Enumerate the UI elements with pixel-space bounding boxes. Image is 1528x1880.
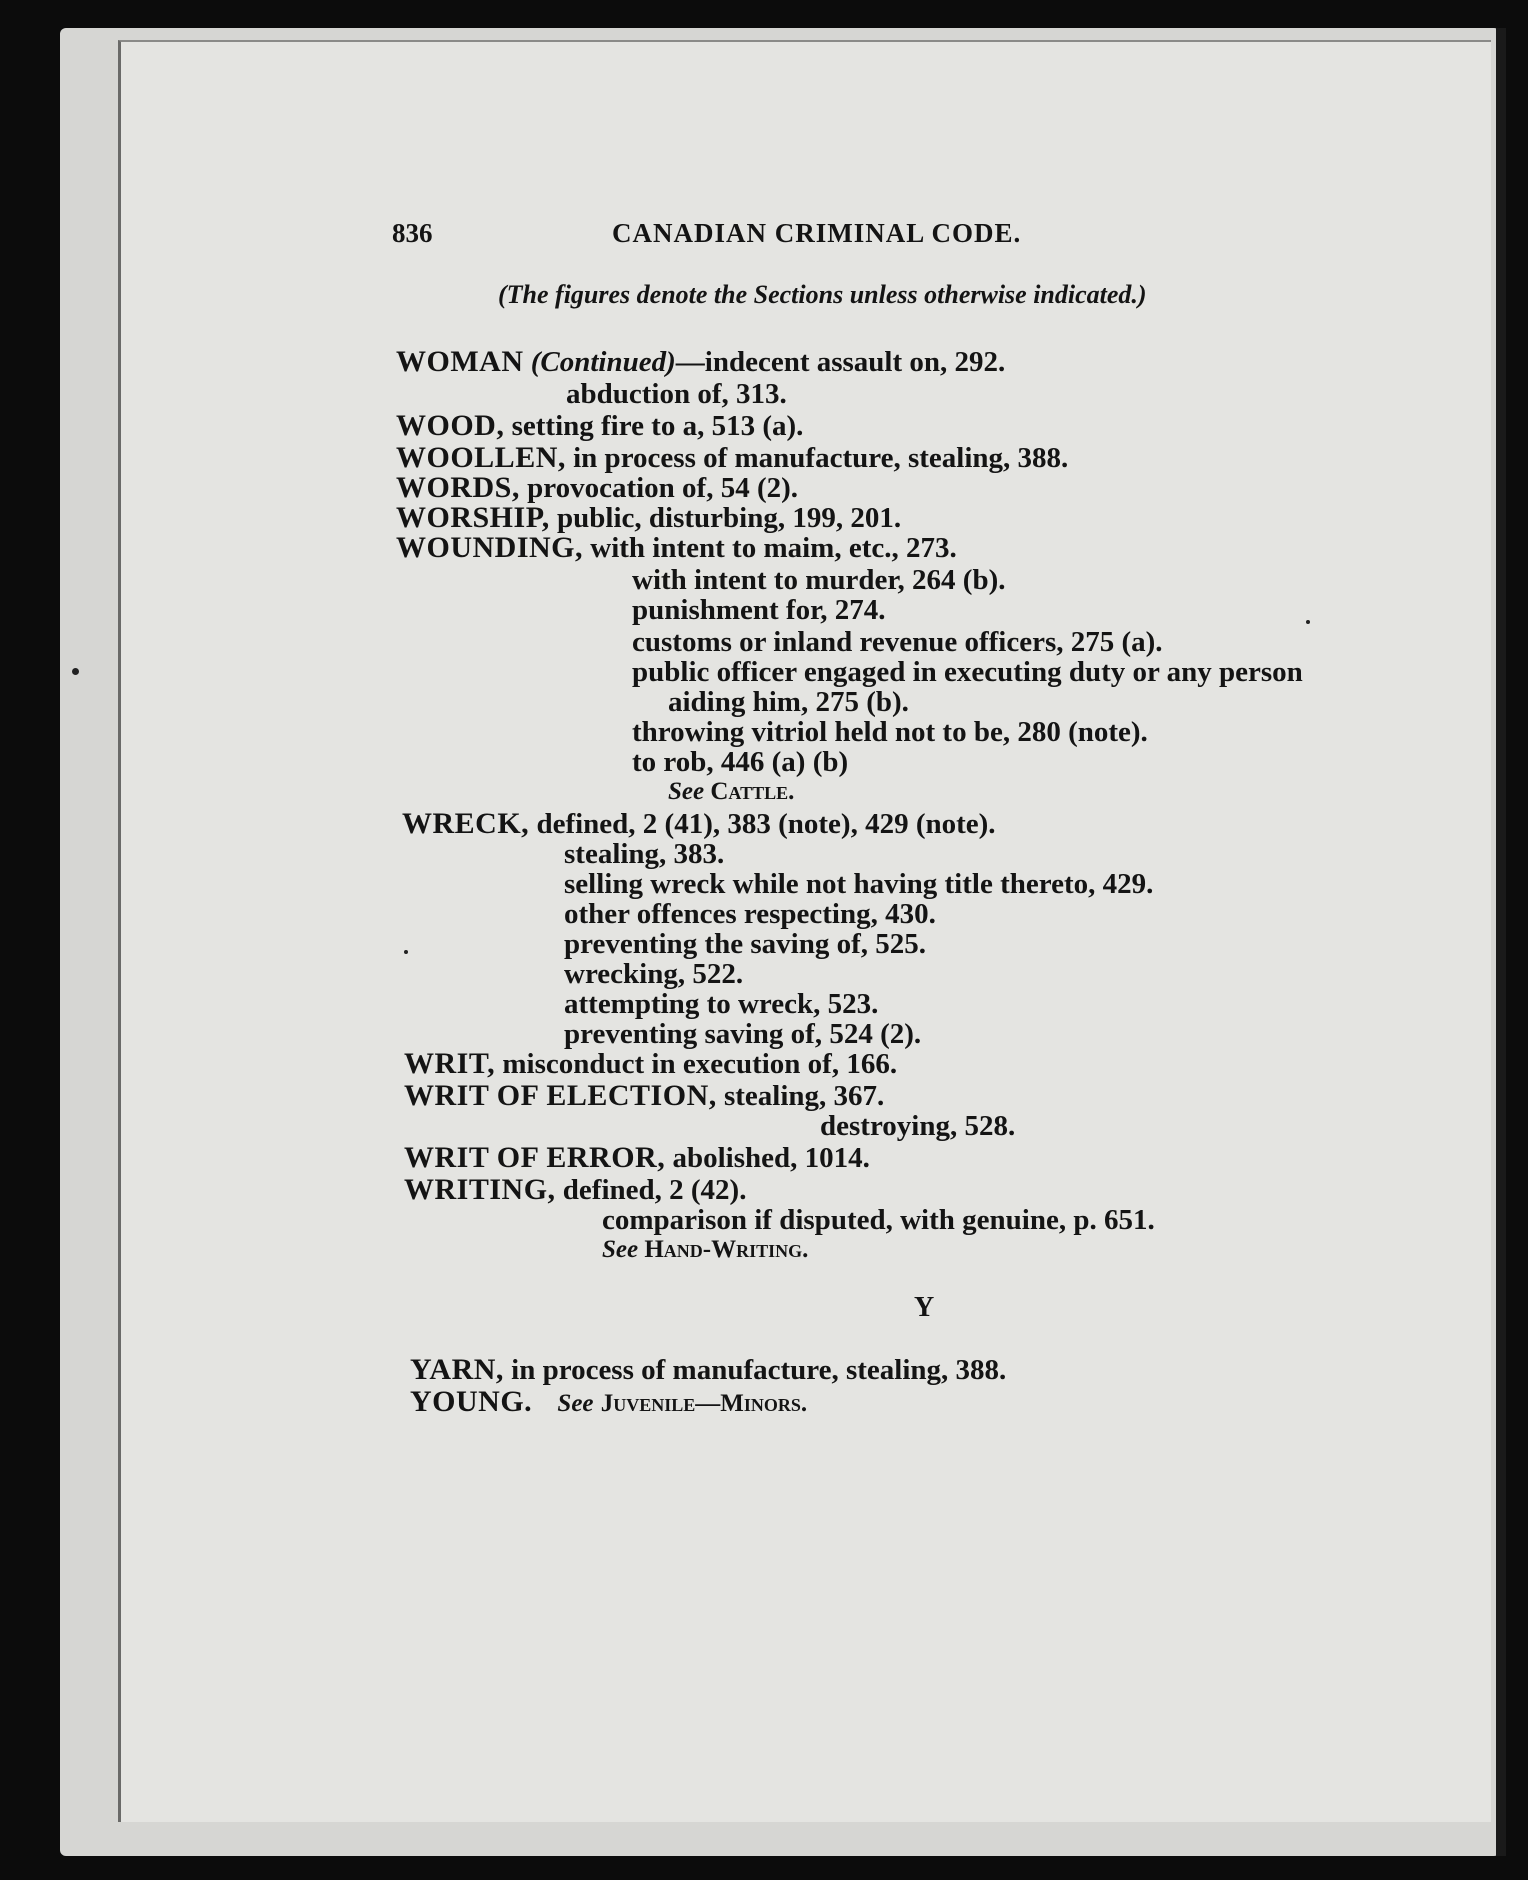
entry-text: wrecking, 522. (564, 958, 744, 990)
entry-heading: WORSHIP, (396, 501, 550, 534)
entry-text: misconduct in execution of, 166. (502, 1048, 898, 1080)
entry-heading: WRIT OF ELECTION, (404, 1079, 717, 1112)
entry-heading: YOUNG. (410, 1385, 533, 1418)
entry-text: comparison if disputed, with genuine, p. 651. (602, 1204, 1155, 1236)
index-line (566, 378, 787, 410)
entry-text: —indecent assault on, 292. (675, 346, 1006, 378)
entry-text: stealing, 383. (564, 838, 725, 870)
entry-text: abolished, 1014. (672, 1142, 870, 1174)
index-line (564, 898, 936, 930)
index-line (632, 626, 1163, 658)
entry-heading: WOUNDING, (396, 531, 584, 564)
index-line (404, 1080, 884, 1112)
index-line (396, 472, 798, 504)
index-line (396, 410, 803, 442)
index-line (404, 1174, 746, 1206)
index-line (564, 958, 743, 990)
entry-text: preventing saving of, 524 (2). (564, 1018, 922, 1050)
entry-heading: WOOLLEN, (396, 441, 566, 474)
index-line (820, 1110, 1015, 1142)
index-line (564, 988, 878, 1020)
index-line (396, 502, 901, 534)
index-line (396, 346, 1005, 378)
entry-text: aiding him, 275 (b). (668, 686, 909, 718)
see-label: See (557, 1390, 594, 1417)
entry-text: provocation of, 54 (2). (527, 472, 799, 504)
entry-text: abduction of, 313. (566, 378, 787, 410)
entry-text: in process of manufacture, stealing, 388. (573, 442, 1069, 474)
entry-text: to rob, 446 (a) (b) (632, 746, 849, 778)
running-title: CANADIAN CRIMINAL CODE. (612, 218, 1022, 248)
index-line (632, 564, 1006, 596)
index-line (404, 1142, 870, 1174)
entry-text: public, disturbing, 199, 201. (557, 502, 902, 534)
index-line (564, 1018, 921, 1050)
see-label: See (602, 1236, 639, 1263)
index-line (396, 442, 1068, 474)
entry-text: punishment for, 274. (632, 594, 886, 626)
entry-text: with intent to murder, 264 (b). (632, 564, 1006, 596)
entry-heading: WORDS, (396, 471, 520, 504)
entry-text: throwing vitriol held not to be, 280 (note). (632, 716, 1148, 748)
entry-qualifier: (Continued) (530, 346, 676, 378)
index-line (602, 1234, 808, 1266)
section-note: (The figures denote the Sections unless otherwise indicated.) (498, 280, 1147, 309)
entry-text: defined, 2 (41), 383 (note), 429 (note). (536, 808, 996, 840)
entry-text: customs or inland revenue officers, 275 (a). (632, 626, 1163, 658)
cross-reference: Cattle. (710, 778, 795, 805)
entry-text: other offences respecting, 430. (564, 898, 936, 930)
entry-text: stealing, 367. (723, 1080, 885, 1112)
page-number: 836 (392, 218, 433, 248)
entry-heading: WOMAN (396, 345, 524, 378)
entry-text: defined, 2 (42). (562, 1174, 747, 1206)
index-line (396, 532, 957, 564)
index-line (632, 656, 1303, 688)
entry-heading: YARN, (410, 1353, 504, 1386)
entry-text: with intent to maim, etc., 273. (590, 532, 957, 564)
entry-text: in process of manufacture, stealing, 388. (511, 1354, 1007, 1386)
entry-heading: WRITING, (404, 1173, 556, 1206)
section-letter-y: Y (914, 1292, 935, 1323)
entry-heading: WRECK, (402, 807, 530, 840)
index-line (402, 808, 996, 840)
entry-text: selling wreck while not having title thereto, 429. (564, 868, 1154, 900)
entry-text: preventing the saving of, 525. (564, 928, 926, 960)
index-line (602, 1204, 1155, 1236)
see-label: See (668, 778, 705, 805)
index-line (564, 868, 1153, 900)
cross-reference: Hand-Writing. (644, 1236, 809, 1263)
index-line (632, 594, 886, 626)
index-line (410, 1354, 1006, 1386)
entry-text: attempting to wreck, 523. (564, 988, 879, 1020)
index-line (410, 1386, 807, 1420)
index-line (668, 776, 794, 808)
index-line (632, 746, 848, 778)
index-line (404, 1048, 897, 1080)
entry-text: setting fire to a, 513 (a). (511, 410, 804, 442)
entry-text: public officer engaged in executing duty or any person (632, 656, 1303, 688)
index-line (632, 716, 1148, 748)
index-line (564, 838, 724, 870)
entry-heading: WOOD, (396, 409, 505, 442)
index-line (668, 686, 909, 718)
index-line (564, 928, 926, 960)
cross-reference: Juvenile—Minors. (600, 1390, 808, 1417)
entry-text: destroying, 528. (820, 1110, 1016, 1142)
entry-heading: WRIT OF ERROR, (404, 1141, 666, 1174)
page-header (392, 218, 1152, 258)
entry-heading: WRIT, (404, 1047, 496, 1080)
